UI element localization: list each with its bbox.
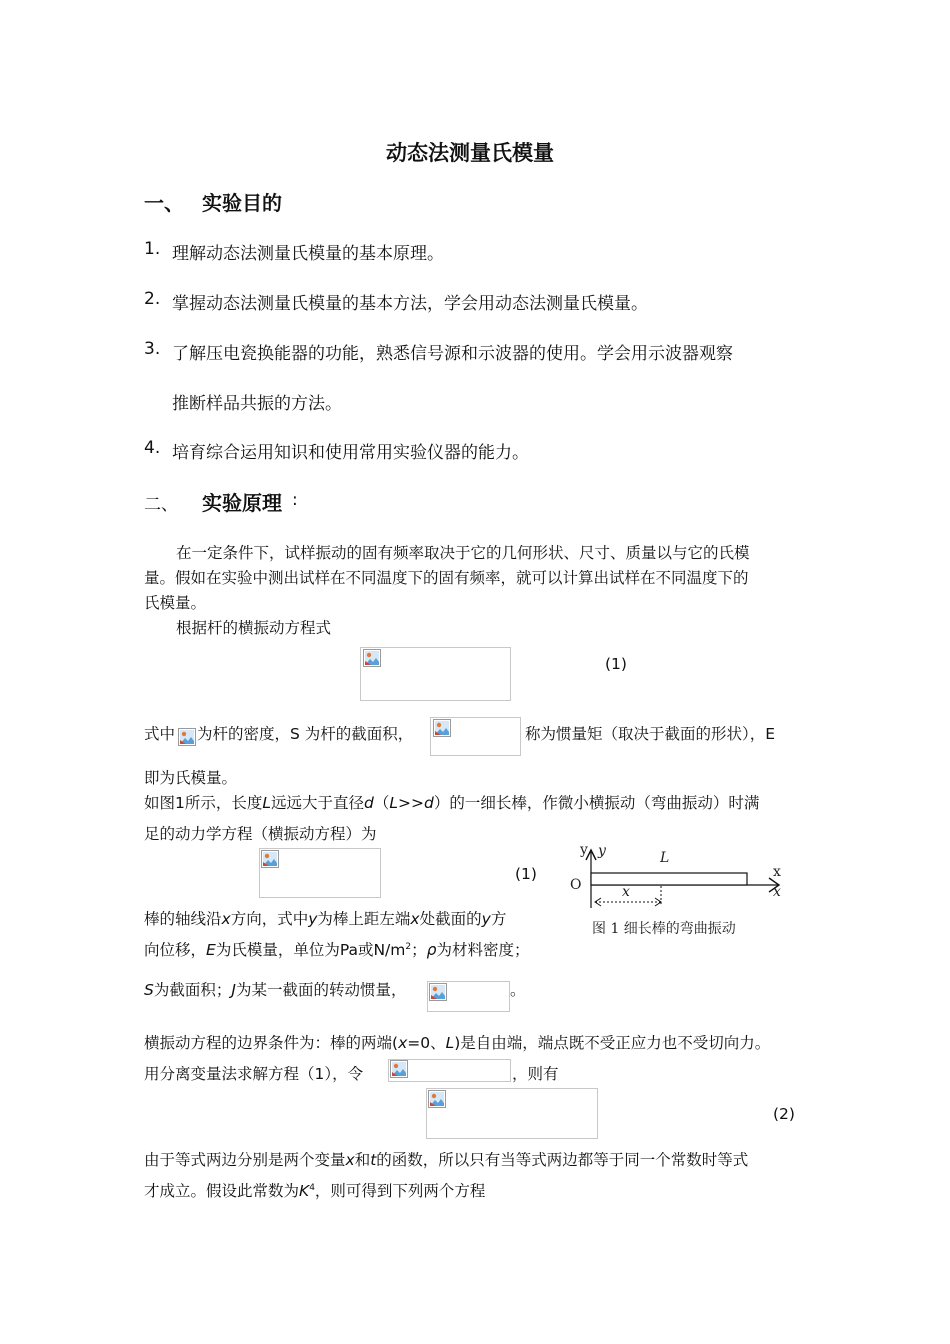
objective-4-num: 4. bbox=[144, 438, 161, 458]
var-x: x bbox=[398, 1034, 408, 1052]
var-y: y bbox=[308, 910, 318, 928]
objective-3-text: 了解压电瓷换能器的功能，熟悉信号源和示波器的使用。学会用示波器观察 bbox=[172, 344, 733, 364]
equation-1b-number: (1) bbox=[515, 865, 537, 883]
var-x: x bbox=[345, 1151, 355, 1169]
var-y: y bbox=[481, 910, 491, 928]
figure-L-label: L bbox=[660, 850, 670, 866]
var-x: x bbox=[410, 910, 420, 928]
broken-image-icon bbox=[261, 850, 279, 868]
figure-x-label: x bbox=[773, 864, 781, 880]
superscript: 2 bbox=[405, 941, 412, 952]
objective-4-text: 培育综合运用知识和使用常用实验仪器的能力。 bbox=[172, 443, 529, 463]
objective-1-num: 1. bbox=[144, 239, 161, 259]
equation-1-image bbox=[360, 647, 511, 701]
var-S: S bbox=[144, 981, 154, 999]
fig-para-text: 远远大于直径 bbox=[271, 794, 365, 812]
section-heading-2-colon: : bbox=[292, 490, 298, 510]
separation-a: 用分离变量法求解方程（1），令 bbox=[144, 1065, 364, 1083]
var-E: E bbox=[206, 941, 216, 959]
figure-y-label: y bbox=[580, 842, 588, 858]
axis-para-text: 为某一截面的转动惯量， bbox=[235, 981, 407, 999]
var-x: x bbox=[221, 910, 231, 928]
equation-1-number: (1) bbox=[605, 655, 627, 673]
broken-image-icon bbox=[390, 1060, 408, 1078]
axis-para-text: 为材料密度； bbox=[436, 941, 530, 959]
fig-para-line2: 足的动力学方程（横振动方程）为 bbox=[144, 825, 377, 843]
axis-para-text: 方向，式中 bbox=[230, 910, 309, 928]
figure-x-inner-label: x bbox=[622, 884, 630, 900]
para2: 根据杆的横振动方程式 bbox=[176, 619, 332, 637]
objective-2-text: 掌握动态法测量氏模量的基本方法，学会用动态法测量氏模量。 bbox=[172, 294, 648, 314]
final-line1 bbox=[144, 1148, 748, 1170]
axis-para-text: 方 bbox=[490, 910, 507, 928]
final-line2 bbox=[144, 1179, 485, 1201]
para1-line1: 在一定条件下，试样振动的固有频率取决于它的几何形状、尺寸、质量以与它的氏模 bbox=[176, 544, 750, 562]
boundary-line bbox=[144, 1031, 770, 1053]
section-heading-1: 实验目的 bbox=[202, 191, 282, 215]
final-text: 才成立。假设此常数为 bbox=[144, 1182, 300, 1200]
axis-para-line2 bbox=[144, 938, 530, 960]
fig-para-text: （ bbox=[373, 794, 390, 812]
young-line: 即为氏模量。 bbox=[144, 769, 238, 787]
var-t: t bbox=[370, 1151, 377, 1169]
axis-para-line1 bbox=[144, 907, 506, 929]
broken-image-icon bbox=[428, 1090, 446, 1108]
var-K: K bbox=[299, 1182, 310, 1200]
axis-para-line3a bbox=[144, 978, 406, 1000]
objective-3-num: 3. bbox=[144, 339, 161, 359]
broken-image-icon bbox=[429, 983, 447, 1001]
figure-x-label-italic: x bbox=[773, 884, 781, 900]
objective-1-text: 理解动态法测量氏模量的基本原理。 bbox=[172, 244, 444, 264]
density-line-c: 称为惯量矩（取决于截面的形状），E bbox=[525, 725, 776, 743]
objective-3-cont: 推断样品共振的方法。 bbox=[172, 394, 342, 414]
section-number-2: 二、 bbox=[144, 495, 178, 515]
density-line-b: 为杆的密度，S 为杆的截面积， bbox=[197, 725, 414, 743]
final-text: ，则可得到下列两个方程 bbox=[314, 1182, 486, 1200]
axis-para-text: 为截面积； bbox=[153, 981, 232, 999]
para1-line2: 量。假如在实验中测出试样在不同温度下的固有频率，就可以计算出试样在不同温度下的 bbox=[144, 569, 749, 587]
density-line-a: 式中 bbox=[144, 725, 176, 743]
boundary-text: 横振动方程的边界条件为：棒的两端( bbox=[144, 1034, 399, 1052]
broken-image-icon bbox=[433, 719, 451, 737]
broken-image-icon bbox=[363, 649, 381, 667]
final-text: 的函数，所以只有当等式两边都等于同一个常数时等式 bbox=[376, 1151, 749, 1169]
axis-para-text: 为氏模量，单位为Pa或N/m bbox=[215, 941, 406, 959]
var-rho: ρ bbox=[426, 941, 437, 959]
fig-para-text: ）的一细长棒，作微小横振动（弯曲振动）时满 bbox=[433, 794, 760, 812]
figure-origin-label: O bbox=[570, 877, 582, 893]
figure-caption: 图 1 细长棒的弯曲振动 bbox=[592, 921, 736, 937]
axis-para-text: ； bbox=[411, 941, 427, 959]
axis-para-text: 为棒上距左端 bbox=[317, 910, 411, 928]
final-text: 由于等式两边分别是两个变量 bbox=[144, 1151, 346, 1169]
axis-para-text: 向位移， bbox=[144, 941, 207, 959]
equation-2-number: (2) bbox=[773, 1105, 795, 1123]
section-number-1: 一、 bbox=[144, 191, 184, 215]
equation-2-image bbox=[426, 1088, 598, 1139]
var-L: L bbox=[445, 1034, 455, 1052]
axis-para-line3b: 。 bbox=[510, 981, 526, 999]
fig-para-line1 bbox=[144, 791, 759, 813]
fig-para-text: 如图1所示，长度 bbox=[144, 794, 263, 812]
section-heading-2: 实验原理 bbox=[202, 491, 282, 515]
final-text: 和 bbox=[354, 1151, 371, 1169]
separation-b: ，则有 bbox=[512, 1065, 559, 1083]
para1-line3: 氏模量。 bbox=[144, 594, 207, 612]
boundary-text: =0、 bbox=[407, 1034, 446, 1052]
var-L: L bbox=[262, 794, 272, 812]
var-d: d bbox=[364, 794, 374, 812]
axis-para-text: 棒的轴线沿 bbox=[144, 910, 222, 928]
boundary-text: )是自由端，端点既不受正应力也不受切向力。 bbox=[454, 1034, 771, 1052]
objective-2-num: 2. bbox=[144, 289, 161, 309]
axis-para-text: 处截面的 bbox=[419, 910, 482, 928]
var-condition: L>>d bbox=[389, 794, 434, 812]
var-J: J bbox=[231, 981, 236, 999]
figure-y-label-italic: y bbox=[598, 843, 606, 859]
broken-image-icon bbox=[178, 728, 196, 746]
document-title: 动态法测量氏模量 bbox=[386, 141, 554, 165]
superscript: 4 bbox=[309, 1182, 315, 1193]
